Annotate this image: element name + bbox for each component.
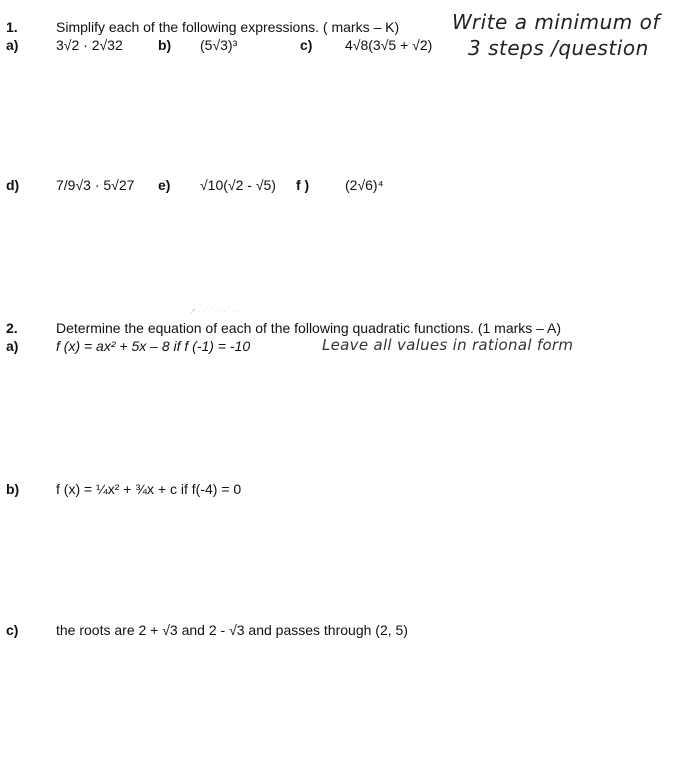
part-1c-label: c) [300, 37, 313, 53]
part-1a-label: a) [6, 37, 19, 53]
part-1e-expression: √10(√2 - √5) [200, 177, 276, 193]
part-1f-label: f ) [296, 177, 310, 193]
part-1a-expression: 3√2 · 2√32 [56, 37, 123, 53]
part-1d-expression: 7/9√3 · 5√27 [56, 177, 135, 193]
part-1e-label: e) [158, 177, 171, 193]
part-2c-expression: the roots are 2 + √3 and 2 - √3 and passes through (2, 5) [56, 622, 408, 638]
part-1d-label: d) [6, 177, 20, 193]
part-2a-expression: f (x) = ax² + 5x – 8 if f (-1) = -10 [56, 338, 251, 354]
question-2-instruction: Determine the equation of each of the following quadratic functions. (1 marks – A) [56, 320, 562, 336]
handwritten-note-rational: Leave all values in rational form [322, 336, 574, 354]
question-1-number: 1. [6, 19, 18, 35]
part-1b-expression: (5√3)³ [200, 37, 238, 53]
question-1-instruction: Simplify each of the following expressions. ( marks – K) [56, 19, 400, 35]
part-2a-label: a) [6, 338, 19, 354]
part-1f-expression: (2√6)⁴ [345, 177, 384, 193]
handwritten-note-line-2: 3 steps /question [468, 36, 649, 60]
question-2-number: 2. [6, 320, 18, 336]
part-2c-label: c) [6, 622, 19, 638]
part-2b-expression: f (x) = ¼x² + ¾x + c if f(-4) = 0 [56, 481, 242, 497]
handwritten-note-line-1: Write a minimum of [452, 10, 660, 34]
part-1b-label: b) [158, 37, 172, 53]
part-2b-label: b) [6, 481, 20, 497]
part-1c-expression: 4√8(3√5 + √2) [345, 37, 433, 53]
faint-scribble: ➚ · · ˙ ˙ · · · ˙ · · [190, 308, 239, 315]
